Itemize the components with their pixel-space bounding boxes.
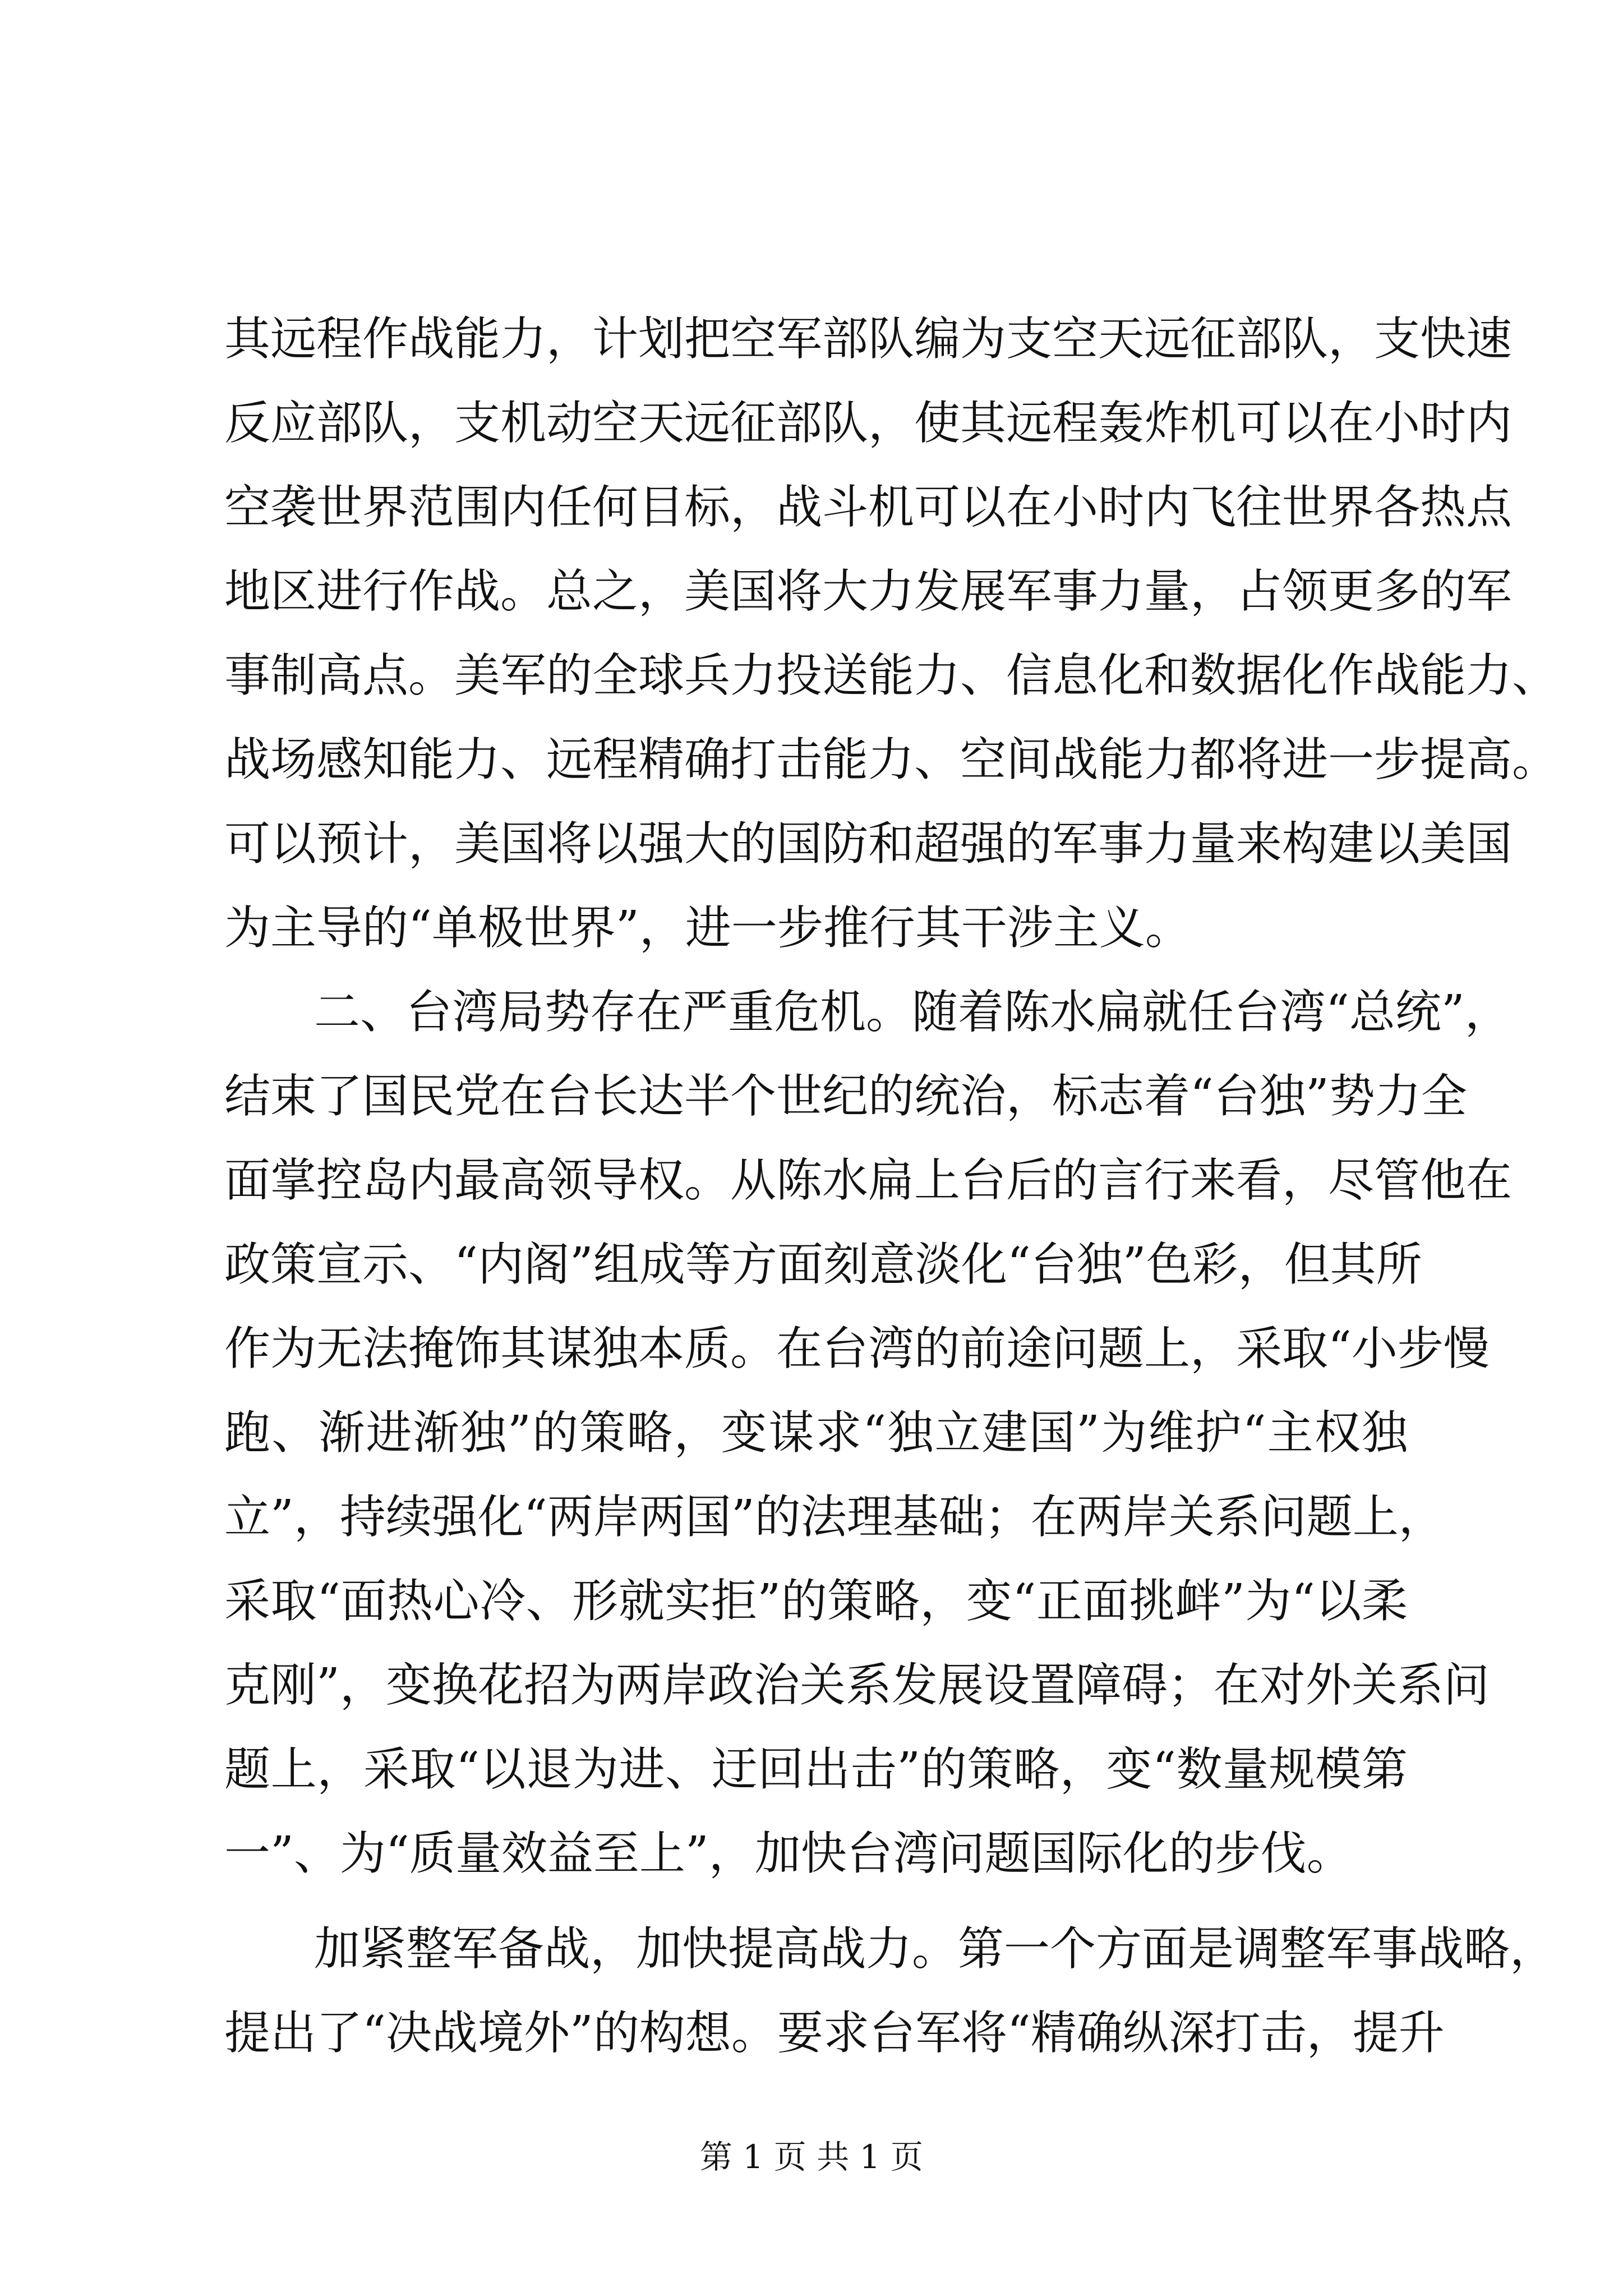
- text-line: 加紧整军备战，加快提高战力。第一个方面是调整军事战略，: [314, 1922, 1556, 1976]
- text-line: 反应部队，支机动空天远征部队，使其远程轰炸机可以在小时内: [224, 397, 1513, 450]
- text-line: 一”、为“质量效益至上”，加快台湾问题国际化的步伐。: [224, 1827, 1353, 1880]
- text-line: 事制高点。美军的全球兵力投送能力、信息化和数据化作战能力、: [224, 649, 1559, 702]
- text-line: 采取“面热心冷、形就实拒”的策略，变“正面挑衅”为“以柔: [224, 1575, 1408, 1628]
- text-line: 提出了“决战境外”的构想。要求台军将“精确纵深打击，提升: [224, 2007, 1445, 2060]
- text-line: 空袭世界范围内任何目标，战斗机可以在小时内飞往世界各热点: [224, 481, 1513, 534]
- text-line: 为主导的“单极世界”，进一步推行其干涉主义。: [224, 901, 1191, 955]
- text-line: 地区进行作战。总之，美国将大力发展军事力量，占领更多的军: [224, 565, 1513, 618]
- text-line: 结束了国民党在台长达半个世纪的统治，标志着“台独”势力全: [224, 1070, 1467, 1123]
- text-line: 政策宣示、“内阁”组成等方面刻意淡化“台独”色彩，但其所: [224, 1238, 1422, 1291]
- text-line: 跑、渐进渐独”的策略，变谋求“独立建国”为维护“主权独: [224, 1406, 1408, 1460]
- text-line: 立”，持续强化“两岸两国”的法理基础；在两岸关系问题上，: [224, 1490, 1445, 1544]
- page-footer: 第 1 页 共 1 页: [700, 2138, 923, 2176]
- text-line: 面掌控岛内最高领导权。从陈水扁上台后的言行来看，尽管他在: [224, 1154, 1513, 1207]
- text-line: 可以预计，美国将以强大的国防和超强的军事力量来构建以美国: [224, 817, 1513, 871]
- text-line: 其远程作战能力，计划把空军部队编为支空天远征部队，支快速: [224, 312, 1513, 366]
- text-line: 作为无法掩饰其谋独本质。在台湾的前途问题上，采取“小步慢: [224, 1322, 1490, 1375]
- text-line: 克刚”，变换花招为两岸政治关系发展设置障碍；在对外关系问: [224, 1659, 1490, 1712]
- text-line: 题上，采取“以退为进、迂回出击”的策略，变“数量规模第: [224, 1743, 1408, 1796]
- text-line: 战场感知能力、远程精确打击能力、空间战能力都将进一步提高。: [224, 733, 1559, 786]
- text-line: 二、台湾局势存在严重危机。随着陈水扁就任台湾“总统”，: [314, 986, 1511, 1039]
